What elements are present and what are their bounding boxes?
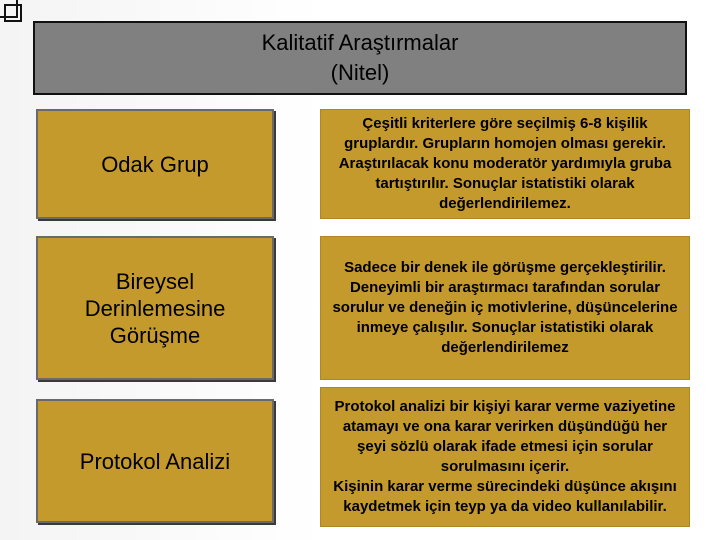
title-box — [33, 21, 687, 95]
method-label: Protokol Analizi — [79, 448, 231, 474]
method-label-cell — [36, 109, 274, 219]
method-description: Sadece bir denek ile görüşme gerçekleştirilir. Deneyimli bir araştırmacı tarafından sorular sorulur ve deneğin iç motivlerine, düşüncelerine inmeye çalışılır. Sonuçlar istatistiki olarak değerlendirilemez — [332, 259, 678, 356]
method-description-cell — [320, 387, 690, 527]
method-label-cell — [36, 399, 274, 523]
method-label: Bireysel Derinlemesine Görüşme — [84, 268, 226, 348]
slide-title: Kalitatif Araştırmalar (Nitel) — [261, 30, 459, 85]
method-description-cell — [320, 109, 690, 219]
corner-decoration-square — [4, 4, 22, 22]
method-label-cell — [36, 236, 274, 380]
method-label: Odak Grup — [101, 151, 209, 177]
method-description: Çeşitli kriterlere göre seçilmiş 6-8 kişilik gruplardır. Grupların homojen olması gerekir. Araştırılacak konu moderatör yardımıyla gruba tartıştırılır. Sonuçlar istatistiki olarak değerlendirilemez. — [338, 115, 672, 212]
method-description-cell — [320, 236, 690, 380]
method-description: Protokol analizi bir kişiyi karar verme vaziyetine atamayı ve ona karar verirken düşündüğü her şeyi sözlü olarak ifade etmesi için sorular sorulmasını içerir. Kişinin karar verme sürecindeki düşünce akışını kaydetmek için teyp ya da video kullanılabilir. — [333, 398, 677, 515]
